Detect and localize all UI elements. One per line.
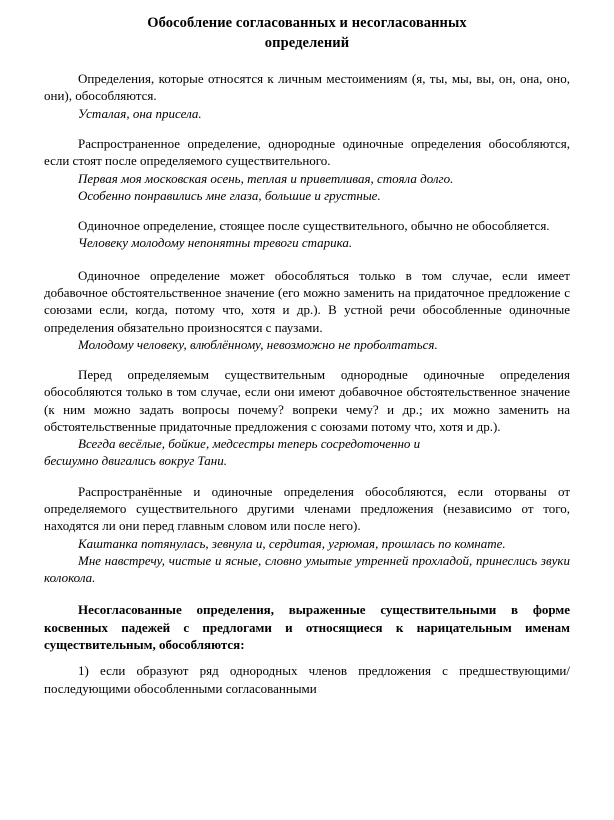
spacer xyxy=(44,353,570,366)
spacer xyxy=(44,470,570,483)
spacer xyxy=(44,61,570,70)
example-rule-6a: Каштанка потянулась, зевнула и, сердитая, угрюмая, прошлась по комнате. xyxy=(78,535,506,551)
paragraph-rule-2: Распространенное определение, однородные одиночные определения обособляются, если стоят после определяемого существительного. xyxy=(44,135,570,169)
example-rule-5-line-1: Всегда весёлые, бойкие, медсестры теперь сосредоточенно и xyxy=(78,436,421,452)
spacer xyxy=(44,204,570,217)
paragraph-rule-1: Определения, которые относятся к личным местоимениям (я, ты, мы, вы, он, она, оно, они), обособляются. xyxy=(44,71,570,104)
page-title-line-1: Обособление согласованных и несогласованных xyxy=(147,15,467,31)
spacer xyxy=(44,122,570,135)
paragraph-rule-7-heading: Несогласованные определения, выраженные существительными в форме косвенных падежей с предлогами и относящиеся к нарицательным именам существительным, обособляются: xyxy=(44,602,570,652)
spacer xyxy=(44,653,570,662)
example-rule-2a: Первая моя московская осень, теплая и приветливая, стояла долго. xyxy=(78,170,454,186)
list-item-1: 1) если образуют ряд однородных членов предложения с предшествующими/последующими обособленными согласованными xyxy=(44,663,570,696)
example-rule-4: Молодому человеку, влюблённому, невозможно не проболтаться. xyxy=(78,336,438,352)
paragraph-rule-5: Перед определяемым существительным однородные одиночные определения обособляются только в том случае, если они имеют добавочное обстоятельственное значение (к ним можно задать вопросы почему? вопреки чему? и др.; их можно заменить на обстоятельственные придаточные предложения с союзами потому что, хотя и др.). xyxy=(44,367,570,434)
example-rule-2b: Особенно понравились мне глаза, большие и грустные. xyxy=(78,187,381,203)
page-title xyxy=(44,14,570,53)
example-rule-3: Человеку молодому непонятны тревоги старика. xyxy=(78,235,353,251)
page-title-line-2: определений xyxy=(264,34,350,51)
spacer xyxy=(44,252,570,267)
example-rule-6b: Мне навстречу, чистые и ясные, словно умытые утренней прохладой, принеслись звуки колокола. xyxy=(44,552,570,586)
paragraph-rule-6: Распространённые и одиночные определения обособляются, если оторваны от определяемого существительного другими членами предложения (независимо от того, находятся ли они перед главным словом или после него). xyxy=(44,483,570,534)
example-rule-1: Усталая, она присела. xyxy=(78,105,202,121)
example-rule-5-line-2: бесшумно двигались вокруг Тани. xyxy=(44,453,227,469)
spacer xyxy=(44,586,570,601)
paragraph-rule-4: Одиночное определение может обособляться только в том случае, если имеет добавочное обстоятельственное значение (его можно заменить на придаточное предложение с союзами если, когда, потому что, хотя и др.). В устной речи обособленные одиночные определения обязательно произносятся с паузами. xyxy=(44,267,570,335)
paragraph-rule-3: Одиночное определение, стоящее после существительного, обычно не обособляется. xyxy=(78,218,550,234)
